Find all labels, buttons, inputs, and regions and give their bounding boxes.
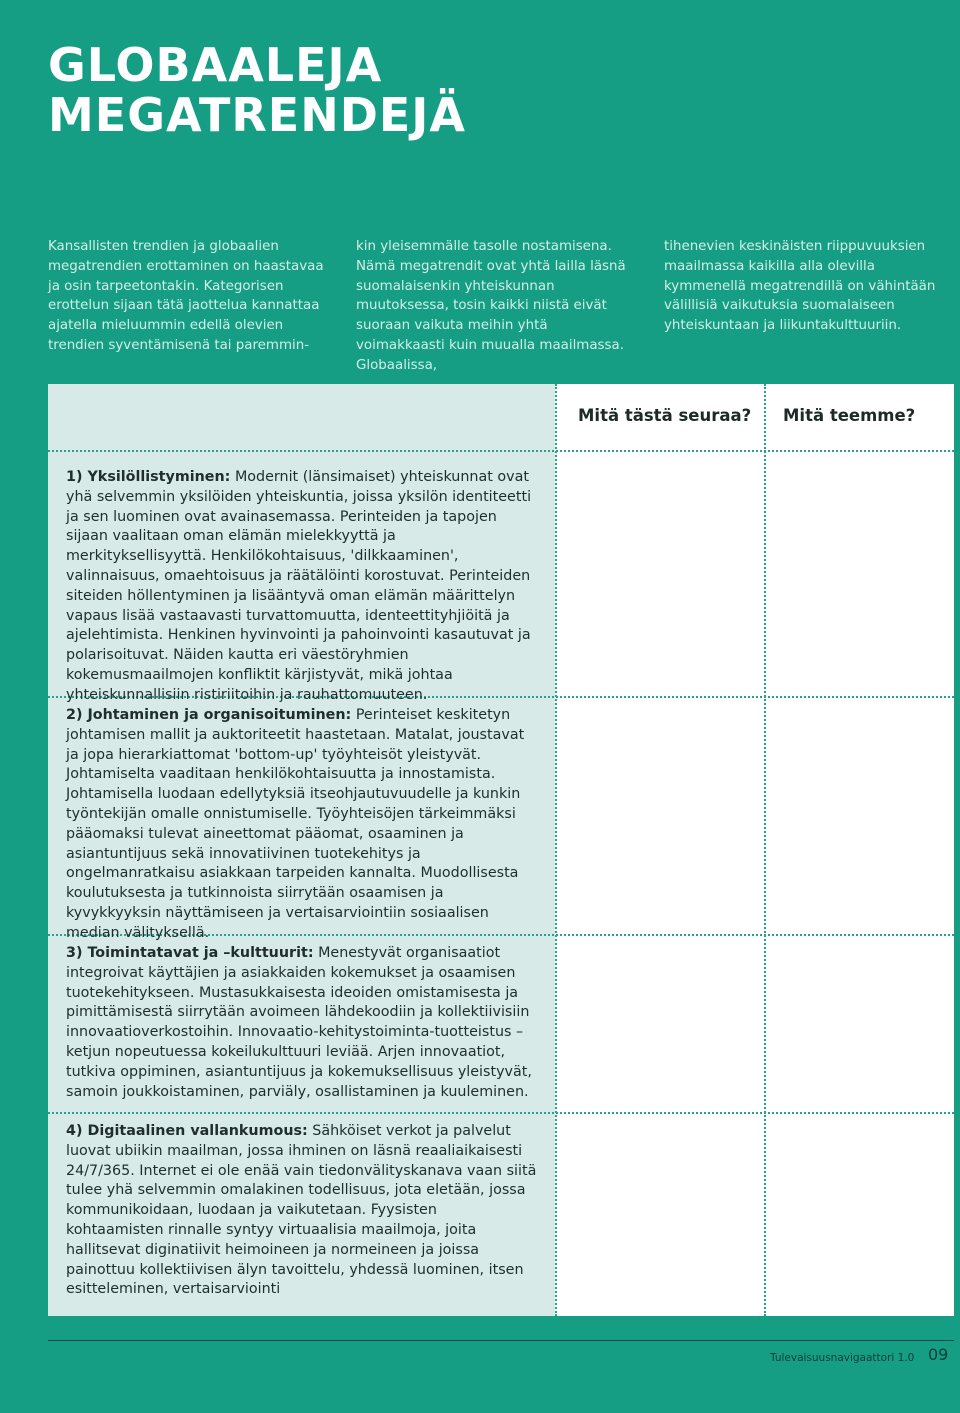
trend-body: Perinteiset keskitetyn johtamisen mallit ja auktoriteetit haastetaan. Matalat, joustavat ja jopa hierarkiattomat 'bottom-up' työyhteisöt yleistyvät. Johtamiselta vaaditaan henkilökohtaisuutta ja innostamista. Johtamisella luodaan edellytyksiä itseohjautuvuudelle ja kunkin työntekijän omalle onnistumiselle. Työyhteisöjen tärkeimmäksi pääomaksi tulevat aineettomat pääomat, osaaminen ja asiantuntijuus sekä innovatiivinen tuotekehitys ja ongelmanratkaisu asiakkaan tarpeiden kannalta. Muodollisesta koulutuksesta ja tutkinnoista siirrytään osaamisen ja kyvykkyyksin näyttämiseen ja vertaisarviointiin sosiaalisen median välityksellä.: [66, 707, 525, 941]
intro-column-1: Kansallisten trendien ja globaalien megatrendien erottaminen on haastavaa ja osin tarpeetontakin. Kategorisen erottelun sijaan tätä jaottelua kannattaa ajatella mieluummin edellä olevien trendien syventämisenä tai paremmin-: [48, 239, 324, 353]
intro-column-2: kin yleisemmälle tasolle nostamisena. Nämä megatrendit ovat yhtä lailla läsnä suomalaisenkin yhteiskunnan muutoksessa, tosin kaikki niistä eivät suoraan vaikuta meihin yhtä voimakkaasti kuin muualla maailmassa. Globaalissa,: [356, 239, 626, 373]
row-divider: [48, 1112, 954, 1114]
footer-rule: [48, 1340, 954, 1341]
page-number: 09: [928, 1345, 949, 1364]
trend-heading: 3) Toimintatavat ja –kulttuurit:: [66, 945, 314, 961]
title-line-2: MEGATRENDEJÄ: [48, 88, 467, 142]
trend-heading: 2) Johtaminen ja organisoituminen:: [66, 707, 352, 723]
intro-column-3: tihenevien keskinäisten riippuvuuksien maailmassa kaikilla alla olevilla kymmenellä megatrendillä on vähintään välillisiä vaikutuksia suomalaiseen yhteiskuntaan ja liikuntakulttuuriin.: [664, 239, 936, 334]
header-divider: [48, 450, 954, 452]
trend-body: Modernit (länsimaiset) yhteiskunnat ovat yhä selvemmin yksilöiden yhteiskuntia, joissa yksilön identiteetti ja sen luominen ovat avainasemassa. Perinteiden ja tapojen sijaan vaalitaan oman elämän mielekkyyttä ja merkityksellisyyttä. Henkilökohtaisuus, 'dilkkaaminen', valinnaisuus, omaehtoisuus ja räätälöinti korostuvat. Perinteiden siteiden höllentyminen ja lisääntyvä oman elämän määrittelyn vapaus lisää vastaavasti turvattomuutta, identeettityhjiöitä ja ajelehtimista. Henkinen hyvinvointi ja pahoinvointi kasautuvat ja polarisoituvat. Näiden kautta eri väestöryhmien kokemusmaailmojen konfliktit kärjistyvät, mikä johtaa yhteiskunnallisiin ristiriitoihin ja rauhattomuuteen.: [66, 469, 532, 703]
column-divider: [555, 384, 557, 1316]
title-line-1: GLOBAALEJA: [48, 38, 383, 92]
publication-name: Tulevaisuusnavigaattori 1.0: [770, 1352, 915, 1364]
trend-cell-individualisation: [66, 468, 538, 706]
trend-heading: 1) Yksilöllistyminen:: [66, 469, 231, 485]
column-header-consequences: Mitä tästä seuraa?: [578, 406, 752, 425]
page-title: [48, 40, 466, 140]
trend-cell-digital: [66, 1122, 538, 1300]
trend-cell-practices: [66, 944, 538, 1102]
trend-body: Menestyvät organisaatiot integroivat käyttäjien ja asiakkaiden kokemukset ja osaamisen tuotekehitykseen. Mustasukkaisesta ideoiden omistamisesta ja pimittämisestä siirrytään avoimeen lähdekoodiin ja kollektiivisiin innovaatioverkostoihin. Innovaatio-kehitystoiminta-tuotteistus –ketjun nopeutuessa kokeilukulttuuri leviää. Arjen innovaatiot, tutkiva oppiminen, asiantuntijuus ja kokemuksellisuus yleistyvät, samoin joukkoistaminen, parviäly, osallistaminen ja kuuleminen.: [66, 945, 532, 1100]
column-header-actions: Mitä teemme?: [783, 406, 916, 425]
trend-heading: 4) Digitaalinen vallankumous:: [66, 1123, 308, 1139]
column-divider: [764, 384, 766, 1316]
megatrend-table: [48, 384, 954, 1316]
trend-cell-leadership: [66, 706, 538, 944]
trend-body: Sähköiset verkot ja palvelut luovat ubiikin maailman, jossa ihminen on läsnä reaaliaikaisesti 24/7/365. Internet ei ole enää vain tiedonvälityskanava vaan siitä tulee yhä selvemmin omalakinen todellisuus, jota eletään, jossa kommunikoidaan, luodaan ja vaikutetaan. Fyysisten kohtaamisten rinnalle syntyy virtuaalisia maailmoja, joita hallitsevat diginatiivit heimoineen ja normeineen ja joissa painottuu kollektiivisen älyn tavoittelu, yhdessä luominen, itsen esitteleminen, vertaisarviointi: [66, 1123, 537, 1298]
